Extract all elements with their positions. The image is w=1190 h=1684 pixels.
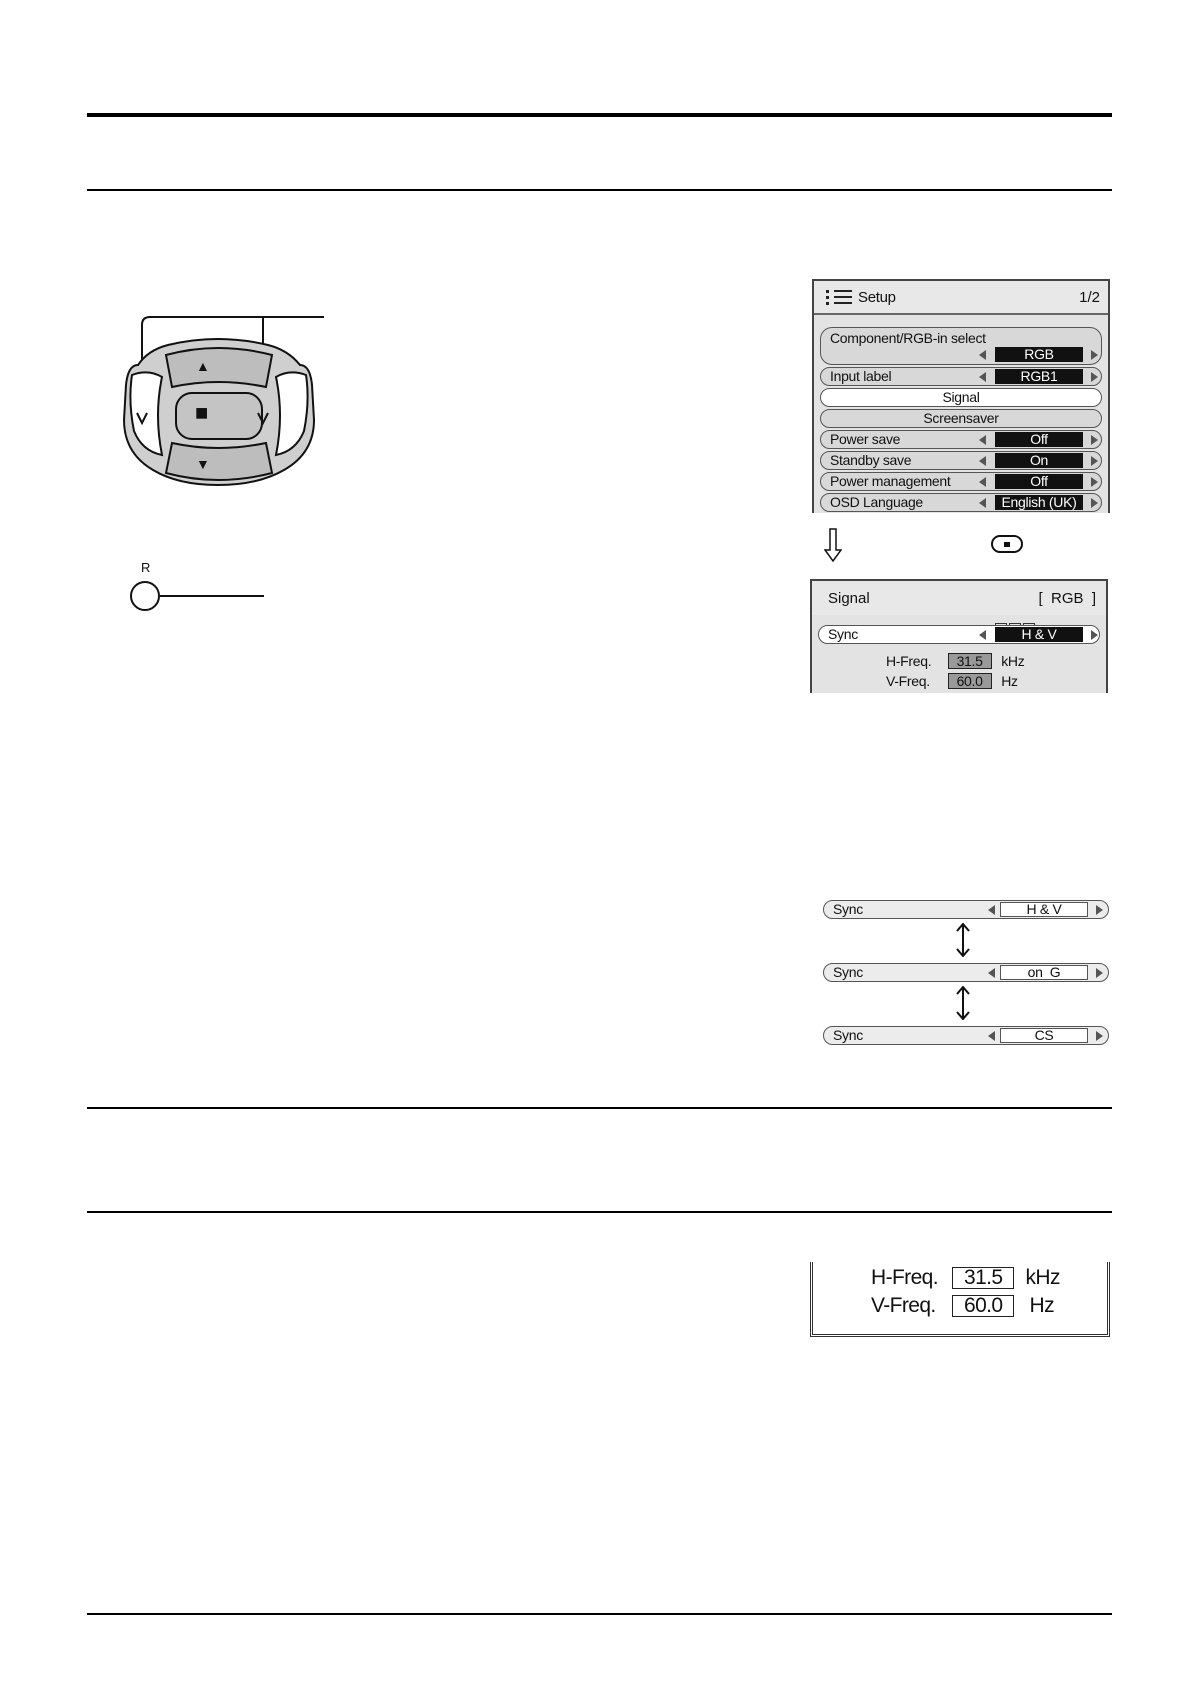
down-arrow-icon: ▼ [196,456,210,472]
up-down-arrow-icon [956,986,970,1020]
right-arrow-icon[interactable] [1096,1031,1103,1041]
left-arrow-icon[interactable] [988,1031,995,1041]
stop-square-icon: ■ [195,400,209,425]
left-arrow-icon[interactable] [979,372,986,382]
standby-save-value: On [995,453,1083,468]
right-arrow-icon[interactable] [1096,905,1103,915]
standby-save-row[interactable]: Standby save On [820,451,1102,470]
signal-mode: [ RGB ] [1038,590,1096,607]
left-arrow-icon[interactable] [988,968,995,978]
left-arrow-icon[interactable] [979,435,986,445]
v-freq-large-value: 60.0 [952,1295,1014,1317]
header-rule [87,189,1112,191]
right-arrow-icon[interactable] [1091,477,1098,487]
component-rgb-select-label: Component/RGB-in select [830,330,986,346]
r-button[interactable] [130,581,160,611]
power-save-row[interactable]: Power save Off [820,430,1102,449]
menu-list-icon [826,289,854,307]
sync-option-value: H & V [1000,902,1088,917]
center-key [176,393,262,439]
h-freq-readout: H-Freq. 31.5 kHz [886,653,1025,669]
power-management-value: Off [995,474,1083,489]
right-arrow-icon[interactable] [1091,498,1098,508]
section-rule-2 [87,1211,1112,1213]
up-arrow-icon: ▲ [196,358,210,374]
up-down-arrow-icon [956,923,970,957]
v-freq-readout: V-Freq. 60.0 Hz [886,673,1018,689]
sync-value: H & V [995,627,1083,642]
up-key [166,348,272,387]
sync-option-h-and-v[interactable]: Sync H & V [823,900,1109,919]
power-management-row[interactable]: Power management Off [820,472,1102,491]
left-arrow-icon[interactable] [988,905,995,915]
right-arrow-icon[interactable] [1091,456,1098,466]
sync-option-cs[interactable]: Sync CS [823,1026,1109,1045]
section-rule-1 [87,1107,1112,1109]
top-thick-rule [87,113,1112,117]
remote-dpad-illustration [118,305,328,490]
right-arrow-icon[interactable] [1091,372,1098,382]
h-freq-value: 31.5 [948,653,992,669]
right-arrow-icon[interactable] [1091,350,1098,360]
right-arrow-icon[interactable] [1091,630,1098,640]
sync-option-on-g[interactable]: Sync on G [823,963,1109,982]
osd-language-value: English (UK) [995,495,1083,510]
osd-language-row[interactable]: OSD Language English (UK) [820,493,1102,512]
action-button-icon [991,535,1023,553]
setup-menu-title: Setup [858,289,896,306]
left-arrow-icon[interactable] [979,350,986,360]
sync-option-value: CS [1000,1028,1088,1043]
signal-menu-panel [810,579,1108,693]
component-rgb-value: RGB [995,347,1083,362]
down-outline-arrow-icon [824,528,842,562]
setup-menu-page: 1/2 [1079,289,1100,306]
frequency-display-panel [810,1262,1110,1337]
right-arrow-icon[interactable] [1096,968,1103,978]
left-arrow-icon[interactable] [979,456,986,466]
r-button-callout [160,595,264,597]
signal-menu-title: Signal [828,590,870,607]
sync-option-value: on G [1000,965,1088,980]
screensaver-menu-item[interactable]: Screensaver [820,409,1102,428]
down-key [166,443,272,480]
left-arrow-icon[interactable] [979,477,986,487]
r-button-label: R [141,560,151,575]
setup-menu-header [814,281,1108,315]
power-save-value: Off [995,432,1083,447]
v-freq-large: V-Freq. 60.0 Hz [871,1294,1054,1317]
signal-menu-header [812,581,1106,615]
h-freq-large-value: 31.5 [952,1267,1014,1289]
h-freq-large: H-Freq. 31.5 kHz [871,1266,1060,1289]
right-arrow-icon[interactable] [1091,435,1098,445]
v-freq-value: 60.0 [948,673,992,689]
setup-menu-panel [812,279,1110,513]
component-rgb-select-row[interactable] [820,327,1102,365]
input-label-row[interactable]: Input label RGB1 [820,367,1102,386]
sync-row[interactable]: Sync H & V [818,625,1100,644]
left-arrow-icon[interactable] [979,630,986,640]
left-arrow-icon[interactable] [979,498,986,508]
signal-menu-item[interactable]: Signal [820,388,1102,407]
input-label-value: RGB1 [995,369,1083,384]
bottom-rule [87,1613,1112,1615]
